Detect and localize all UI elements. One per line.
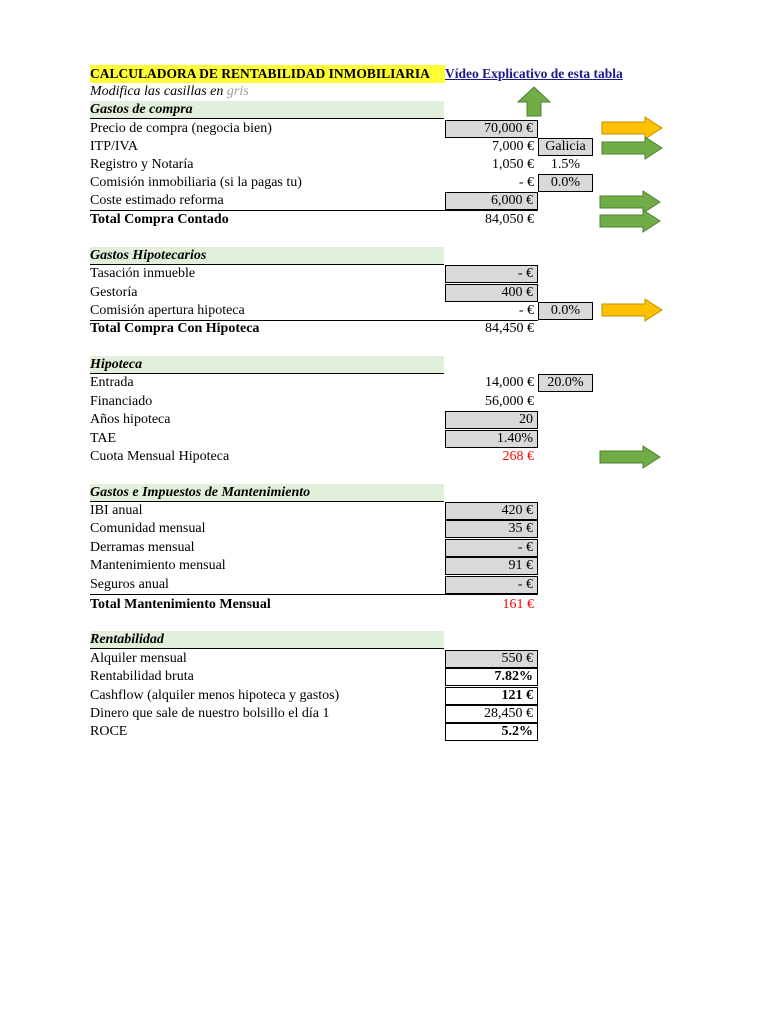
section-heading-gastos-hipotecarios: Gastos Hipotecarios <box>90 247 444 265</box>
arrow-right-icon <box>601 298 663 322</box>
value-itp-iva: 7,000 € <box>492 139 534 154</box>
section-heading-hipoteca: Hipoteca <box>90 356 444 374</box>
label-rentabilidad-bruta: Rentabilidad bruta <box>90 669 194 684</box>
value-cashflow: 121 € <box>445 687 538 705</box>
label-itp-iva: ITP/IVA <box>90 139 138 154</box>
section-heading-rentabilidad: Rentabilidad <box>90 631 444 649</box>
label-cashflow: Cashflow (alquiler menos hipoteca y gastos) <box>90 688 340 703</box>
section-heading-mantenimiento: Gastos e Impuestos de Mantenimiento <box>90 484 444 502</box>
value-entrada: 14,000 € <box>485 375 534 390</box>
input-anos-hipoteca[interactable]: 20 <box>445 411 538 429</box>
value-comision: - € <box>518 175 534 190</box>
section-heading-gastos-compra: Gastos de compra <box>90 101 444 119</box>
value-financiado: 56,000 € <box>485 394 534 409</box>
arrow-up-icon <box>517 86 551 117</box>
label-anos-hipoteca: Años hipoteca <box>90 412 171 427</box>
arrow-right-icon <box>601 136 663 160</box>
label-registro: Registro y Notaría <box>90 157 194 172</box>
value-comision-apertura: - € <box>518 303 534 318</box>
label-comision: Comisión inmobiliaria (si la pagas tu) <box>90 175 302 190</box>
input-precio-compra[interactable]: 70,000 € <box>445 120 538 138</box>
arrow-right-icon <box>599 209 661 233</box>
value-total-contado: 84,050 € <box>485 212 534 227</box>
input-tasacion[interactable]: - € <box>445 265 538 283</box>
label-derramas: Derramas mensual <box>90 540 195 555</box>
label-seguros: Seguros anual <box>90 577 169 592</box>
input-tae[interactable]: 1.40% <box>445 430 538 448</box>
input-seguros[interactable]: - € <box>445 576 538 594</box>
label-comision-apertura: Comisión apertura hipoteca <box>90 303 245 318</box>
label-financiado: Financiado <box>90 394 153 409</box>
input-ibi[interactable]: 420 € <box>445 502 538 520</box>
label-alquiler: Alquiler mensual <box>90 651 187 666</box>
label-ibi: IBI anual <box>90 503 143 518</box>
label-precio-compra: Precio de compra (negocia bien) <box>90 121 272 136</box>
input-alquiler[interactable]: 550 € <box>445 650 538 668</box>
arrow-right-icon <box>599 445 661 469</box>
percent-registro: 1.5% <box>550 157 581 172</box>
value-total-mantenimiento: 161 € <box>502 597 534 612</box>
input-gestoria[interactable]: 400 € <box>445 284 538 302</box>
subtitle-grey-word: gris <box>226 84 249 99</box>
label-total-mantenimiento: Total Mantenimiento Mensual <box>90 597 271 612</box>
input-comunidad[interactable]: 35 € <box>445 520 538 538</box>
input-entrada-percent[interactable]: 20.0% <box>538 374 593 392</box>
input-comision-apertura-percent[interactable]: 0.0% <box>538 302 593 320</box>
label-total-hipoteca: Total Compra Con Hipoteca <box>90 321 260 336</box>
label-tae: TAE <box>90 431 117 446</box>
video-link[interactable]: Vídeo Explicativo de esta tabla <box>445 66 623 81</box>
label-roce: ROCE <box>90 724 128 739</box>
subtitle-prefix: Modifica las casillas en <box>90 84 227 99</box>
input-reforma[interactable]: 6,000 € <box>445 192 538 210</box>
label-total-contado: Total Compra Contado <box>90 212 229 227</box>
value-roce: 5.2% <box>445 723 538 741</box>
input-mantenimiento-mensual[interactable]: 91 € <box>445 557 538 575</box>
value-cuota: 268 € <box>502 449 534 464</box>
divider <box>90 594 538 595</box>
label-dinero-bolsillo: Dinero que sale de nuestro bolsillo el día 1 <box>90 706 330 721</box>
value-total-hipoteca: 84,450 € <box>485 321 534 336</box>
label-comunidad: Comunidad mensual <box>90 521 206 536</box>
label-mantenimiento-mensual: Mantenimiento mensual <box>90 558 226 573</box>
page-title: CALCULADORA DE RENTABILIDAD INMOBILIARIA <box>90 65 445 83</box>
label-cuota: Cuota Mensual Hipoteca <box>90 449 230 464</box>
value-registro: 1,050 € <box>492 157 534 172</box>
select-region[interactable]: Galicia <box>538 138 593 156</box>
input-derramas[interactable]: - € <box>445 539 538 557</box>
value-dinero-bolsillo: 28,450 € <box>445 705 538 723</box>
label-reforma: Coste estimado reforma <box>90 193 224 208</box>
label-gestoria: Gestoría <box>90 285 138 300</box>
subtitle <box>90 83 249 101</box>
label-entrada: Entrada <box>90 375 134 390</box>
label-tasacion: Tasación inmueble <box>90 266 196 281</box>
value-rentabilidad-bruta: 7.82% <box>445 668 538 686</box>
input-comision-percent[interactable]: 0.0% <box>538 174 593 192</box>
